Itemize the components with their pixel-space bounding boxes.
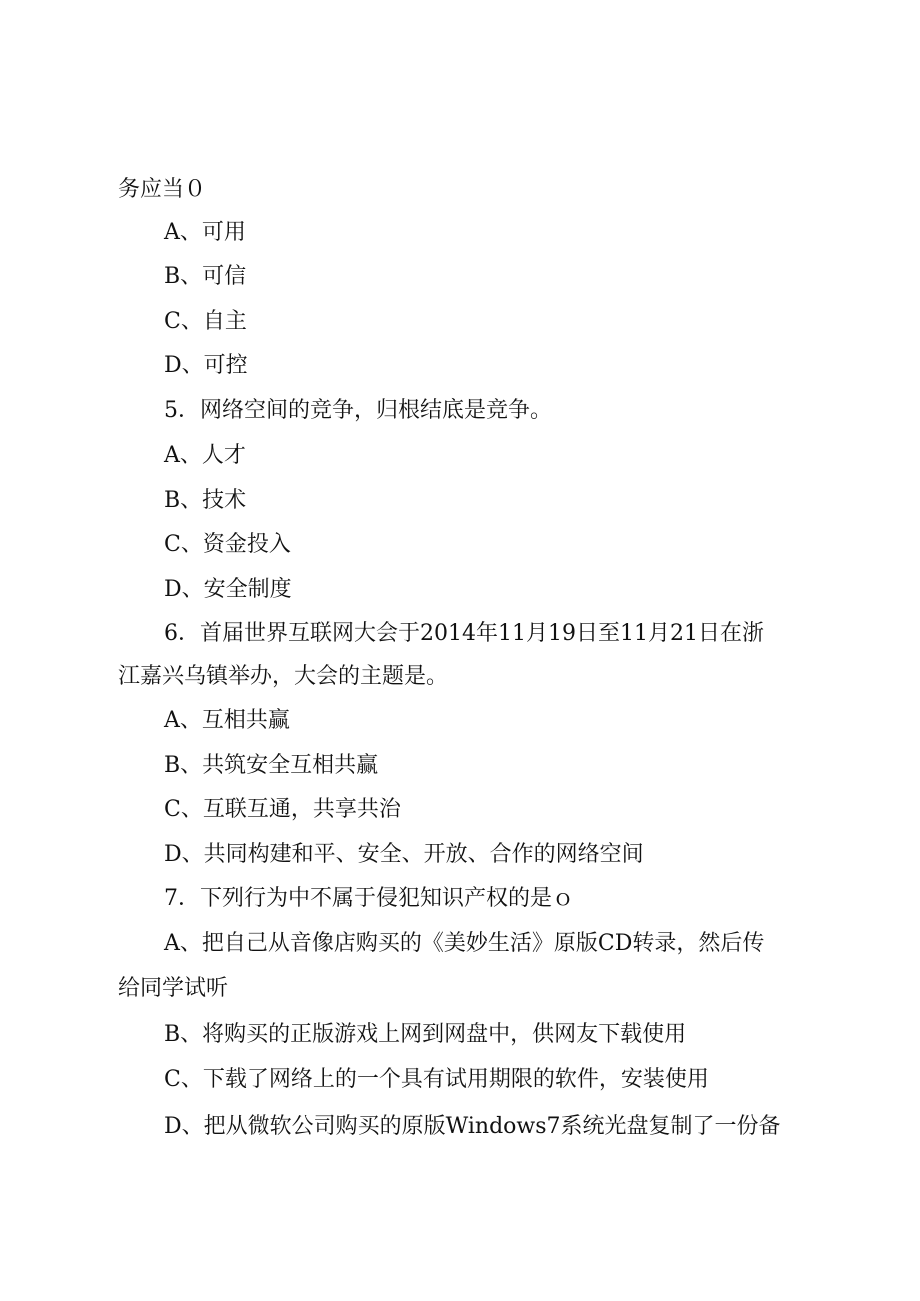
- option-b-q5: B、技术: [164, 488, 247, 513]
- option-c-q6: C、互联互通，共享共治: [164, 797, 401, 822]
- option-d-q4: D、可控: [164, 353, 248, 378]
- option-b-q6: B、共筑安全互相共赢: [164, 753, 379, 778]
- option-b-q4: B、可信: [164, 264, 247, 289]
- option-c-q4: C、自主: [164, 309, 247, 334]
- option-a-q7-continuation: 给同学试听: [118, 976, 229, 1001]
- option-a-q6: A、互相共赢: [164, 708, 290, 733]
- question-7: 7．下列行为中不属于侵犯知识产权的是ｏ: [164, 886, 574, 911]
- option-a-q5: A、人才: [164, 443, 246, 468]
- option-d-q7: D、把从微软公司购买的原版Windows7系统光盘复制了一份备: [164, 1114, 781, 1139]
- option-d-q5: D、安全制度: [164, 577, 292, 602]
- option-c-q5: C、资金投入: [164, 532, 291, 557]
- option-a-q7: A、把自己从音像店购买的《美妙生活》原版CD转录，然后传: [164, 931, 765, 956]
- question-6-continuation: 江嘉兴乌镇举办，大会的主题是。: [118, 664, 449, 689]
- option-d-q6: D、共同构建和平、安全、开放、合作的网络空间: [164, 842, 644, 867]
- option-b-q7: B、将购买的正版游戏上网到网盘中，供网友下载使用: [164, 1022, 687, 1047]
- option-c-q7: C、下载了网络上的一个具有试用期限的软件，安装使用: [164, 1067, 709, 1092]
- text-line-continuation: 务应当０: [118, 177, 207, 202]
- question-6: 6．首届世界互联网大会于2014年11月19日至11月21日在浙: [164, 621, 764, 646]
- question-5: 5．网络空间的竞争，归根结底是竞争。: [164, 398, 552, 423]
- option-a-q4: A、可用: [164, 220, 246, 245]
